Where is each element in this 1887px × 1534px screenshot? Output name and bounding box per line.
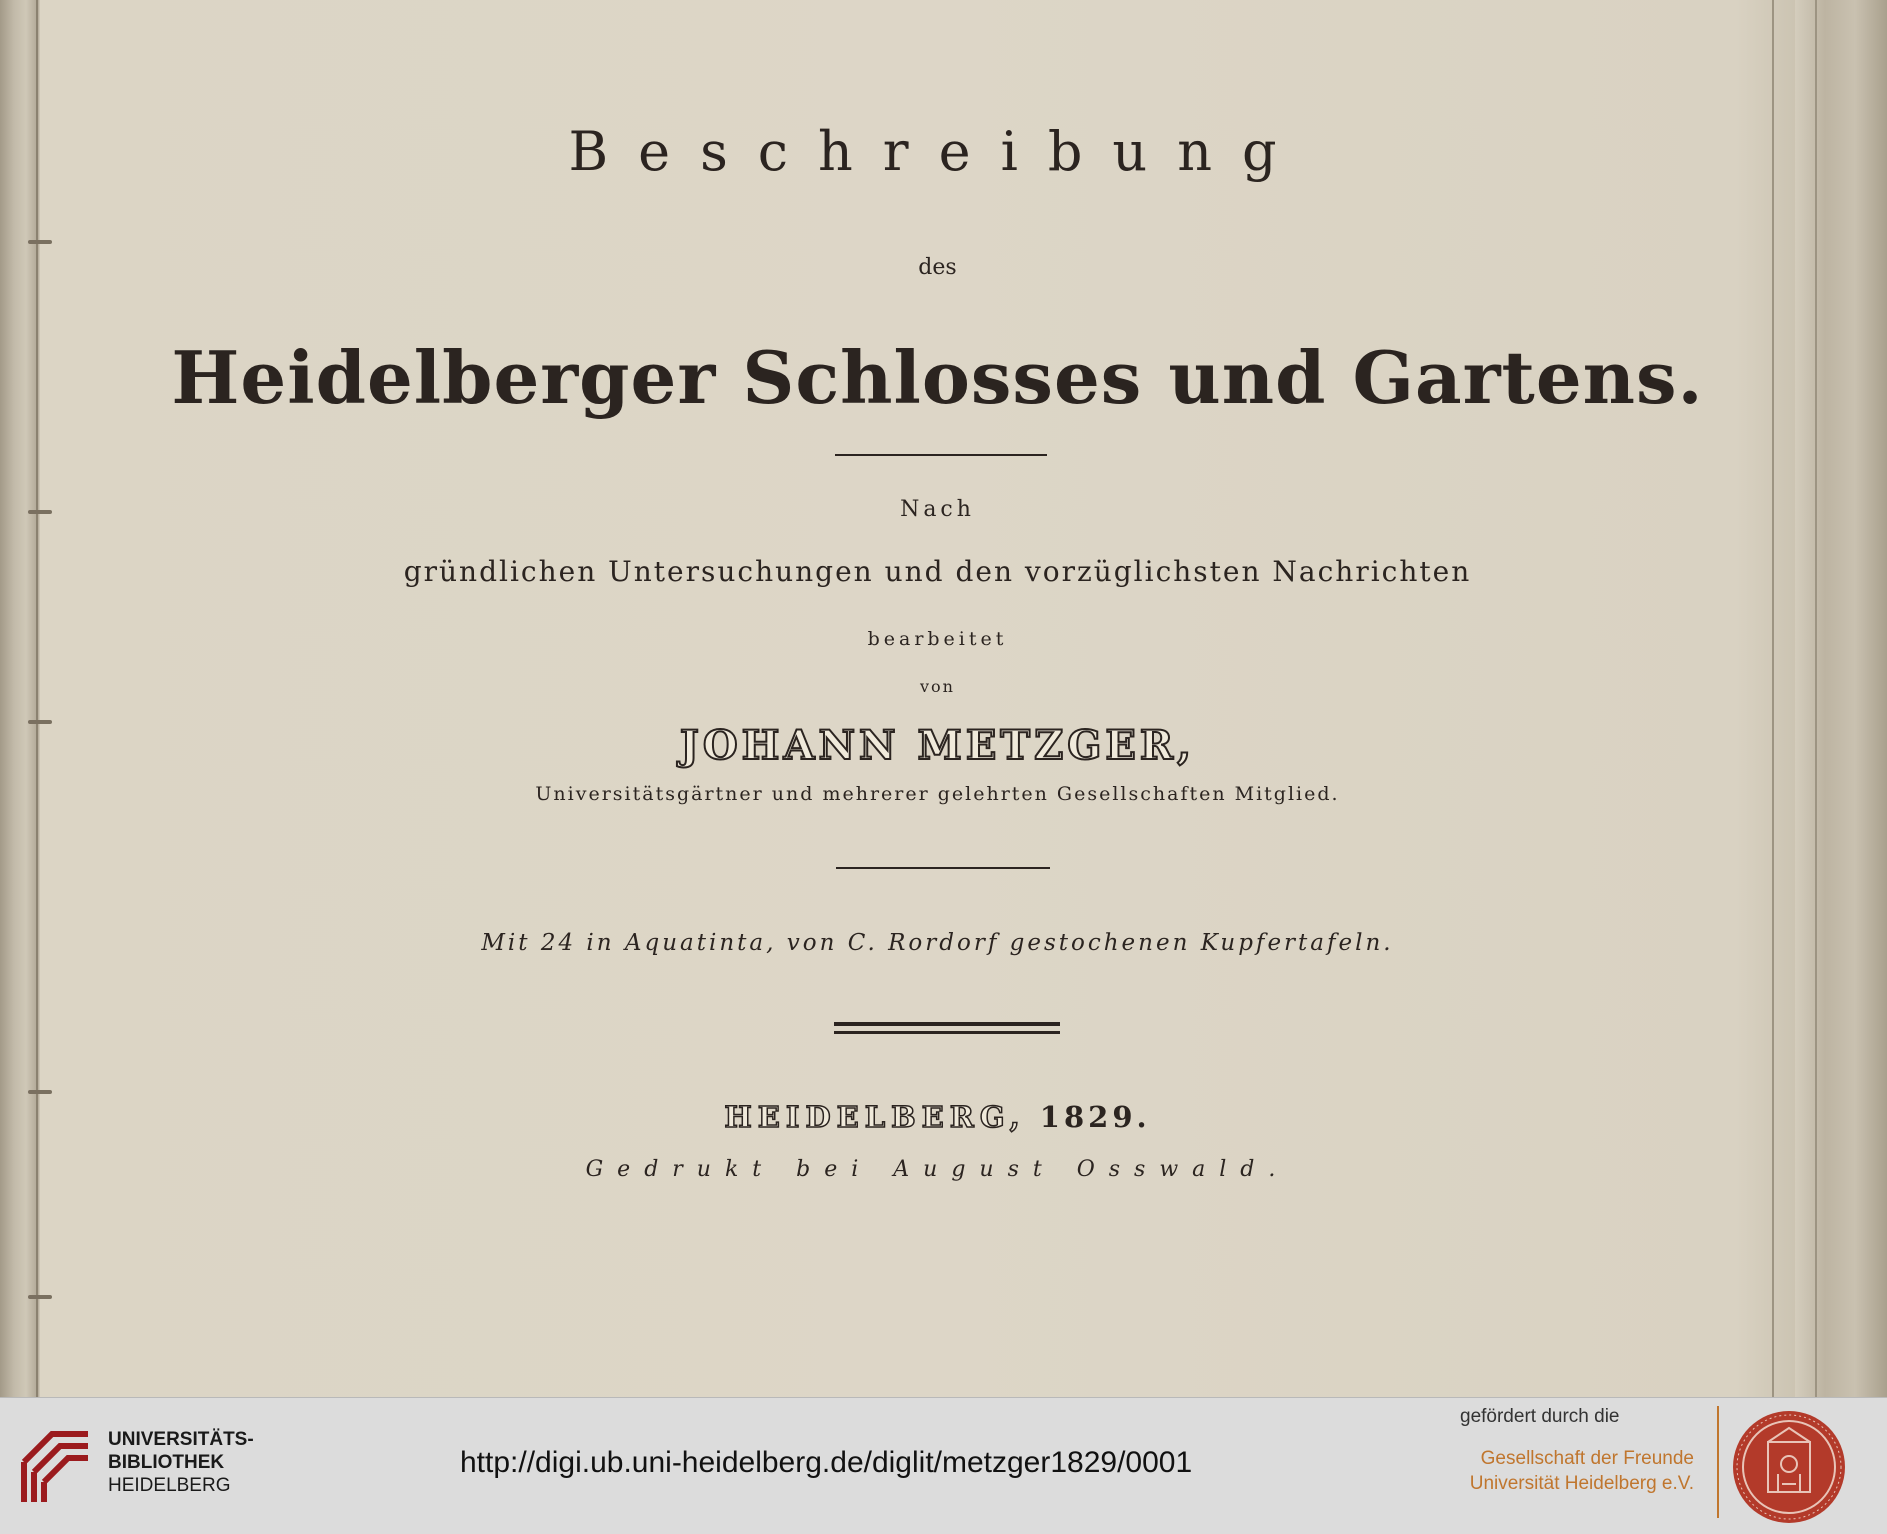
author-role: Universitätsgärtner und mehrerer gelehrten Gesellschaften Mitglied. xyxy=(535,783,1340,805)
book-binding xyxy=(0,0,40,1397)
double-rule-top xyxy=(834,1022,1060,1026)
page-edge-line xyxy=(1772,0,1774,1397)
imprint-place xyxy=(40,1100,1835,1134)
footer-divider xyxy=(1717,1406,1719,1518)
page-edge-line xyxy=(1815,0,1817,1397)
imprint-city: HEIDELBERG, xyxy=(724,1100,1026,1134)
divider-rule xyxy=(835,454,1047,456)
main-title: Heidelberger Schlosses und Gartens. xyxy=(171,335,1704,420)
text-von: von xyxy=(920,677,955,696)
printer-line: Gedrukt bei August Osswald. xyxy=(585,1157,1290,1182)
binding-stitch xyxy=(28,1295,52,1299)
page-edge-stack xyxy=(1795,0,1887,1397)
binding-stitch xyxy=(28,1090,52,1094)
author-name: JOHANN METZGER, xyxy=(679,722,1196,769)
library-line2: BIBLIOTHEK xyxy=(108,1452,225,1473)
sponsor-society[interactable] xyxy=(1460,1446,1694,1496)
society-line2: Universität Heidelberg e.V. xyxy=(1469,1473,1694,1494)
library-line3: HEIDELBERG xyxy=(108,1475,231,1496)
permalink-url[interactable]: http://digi.ub.uni-heidelberg.de/diglit/metzger1829/0001 xyxy=(460,1446,1193,1479)
text-nach: Nach xyxy=(900,497,975,522)
plates-note: Mit 24 in Aquatinta, von C. Rordorf gestochenen Kupfertafeln. xyxy=(481,930,1394,956)
text-bearbeitet: bearbeitet xyxy=(867,628,1008,650)
university-seal-icon[interactable] xyxy=(1730,1408,1848,1526)
library-line1: UNIVERSITÄTS- xyxy=(108,1429,254,1450)
ub-heidelberg-logo-icon[interactable] xyxy=(18,1424,94,1506)
imprint-year: 1829. xyxy=(1039,1100,1151,1134)
society-line1: Gesellschaft der Freunde xyxy=(1480,1448,1694,1469)
title-beschreibung: Beschreibung xyxy=(568,120,1307,183)
footer-bar xyxy=(0,1397,1887,1534)
binding-fold-line xyxy=(36,0,38,1397)
library-name xyxy=(108,1428,254,1497)
subtitle: gründlichen Untersuchungen und den vorzüglichsten Nachrichten xyxy=(403,555,1472,588)
title-des: des xyxy=(918,255,957,280)
double-rule-bottom xyxy=(834,1031,1060,1034)
divider-rule xyxy=(836,867,1050,869)
binding-stitch xyxy=(28,240,52,244)
sponsor-label: gefördert durch die xyxy=(1460,1406,1620,1427)
